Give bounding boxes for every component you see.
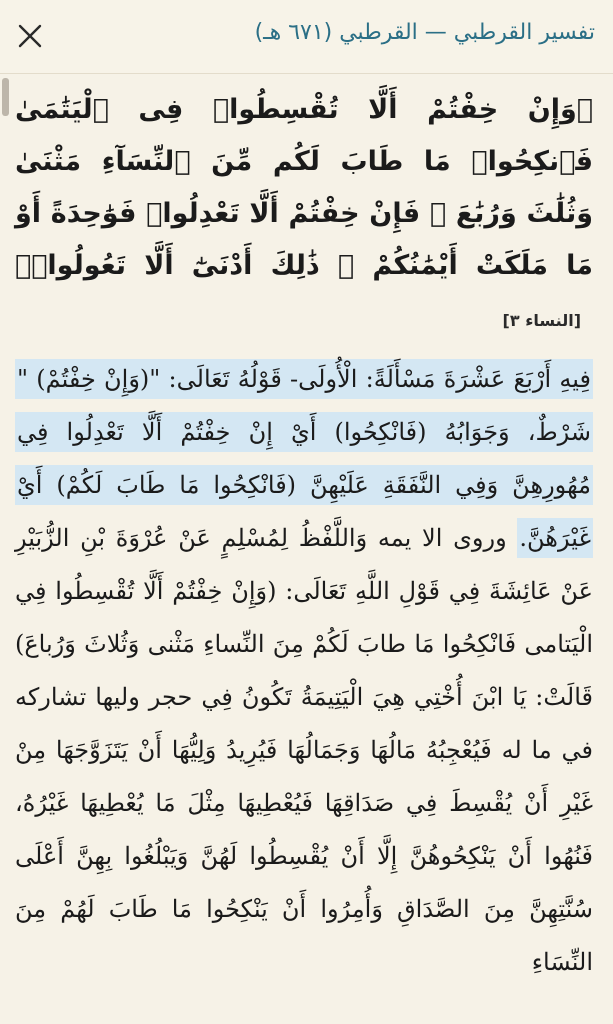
commentary-rest: وروى الا يمه وَاللَّفْظُ لِمُسْلِمٍ عَنْ عُرْوَةَ بْنِ الزُّبَيْرِ عَنْ عَائِشَةَ فِي قَوْلِ اللَّهِ تَعَالَى: (وَإِنْ خِفْتُمْ أَلَّا تُقْسِطُوا فِي الْيَتامى فَانْكِحُوا مَا طابَ لَكُمْ مِنَ النِّساءِ مَثْنى وَثُلاثَ وَرُباعَ) قَالَتْ: يَا ابْنَ أُخْتِي هِيَ الْيَتِيمَةُ تَكُونُ فِي حجر وليها تشاركه في ما له فَيُعْجِبُهُ مَالُهَا وَجَمَالُهَا فَيُرِيدُ وَلِيُّهَا أَنْ يَتَزَوَّجَهَا مِنْ غَيْرِ أَنْ يُقْسِطَ فِي صَدَاقِهَا فَيُعْطِيهَا مِثْلَ مَا يُعْطِيهَا غَيْرُهُ، فَنُهُوا أَنْ يَنْكِحُوهُنَّ إِلَّا أَنْ يُقْسِطُوا لَهُنَّ وَيَبْلُغُوا بِهِنَّ أَعْلَى سُنَّتِهِنَّ مِنَ الصَّدَاقِ وَأُمِرُوا أَنْ يَنْكِحُوا مَا طَابَ لَهُمْ مِنَ النِّسَاءِ (15, 524, 593, 976)
highlighted-passage[interactable]: فِيهِ أَرْبَعَ عَشْرَةَ مَسْأَلَةً: الْأُولَى- قَوْلُهُ تَعَالَى: "(وَإِنْ خِفْتُمْ) " شَرْطٌ، وَجَوَابُهُ (فَانْكِحُوا) أَيْ إِنْ خِفْتُمْ أَلَّا تَعْدِلُوا فِي مُهُورِهِنَّ وَفِي النَّفَقَةِ عَلَيْهِنَّ (فَانْكِحُوا مَا طَابَ لَكُمْ) أَيْ غَيْرَهُنَّ. (15, 359, 593, 558)
scrollbar-thumb[interactable] (2, 78, 9, 116)
quran-verse (15, 84, 593, 347)
verse-text: ﴿وَإِنْ خِفْتُمْ أَلَّا تُقْسِطُوا۟ فِى ٱلْيَتَٰمَىٰ فَٱنكِحُوا۟ مَا طَابَ لَكُم مِّنَ ٱلنِّسَآءِ مَثْنَىٰ وَثُلَٰثَ وَرُبَٰعَ ۖ فَإِنْ خِفْتُمْ أَلَّا تَعْدِلُوا۟ فَوَٰحِدَةً أَوْ مَا مَلَكَتْ أَيْمَٰنُكُمْ ۚ ذَٰلِكَ أَدْنَىٰٓ أَلَّا تَعُولُوا۟﴾ (15, 94, 593, 281)
tafsir-content (15, 84, 593, 989)
close-icon (17, 23, 43, 49)
page-title: تفسير القرطبي — القرطبي (٦٧١ هـ) (254, 20, 595, 45)
commentary-text (15, 353, 593, 989)
close-button[interactable] (8, 14, 52, 58)
verse-reference: [النساء ٣] (502, 311, 581, 330)
app-header (0, 0, 613, 74)
